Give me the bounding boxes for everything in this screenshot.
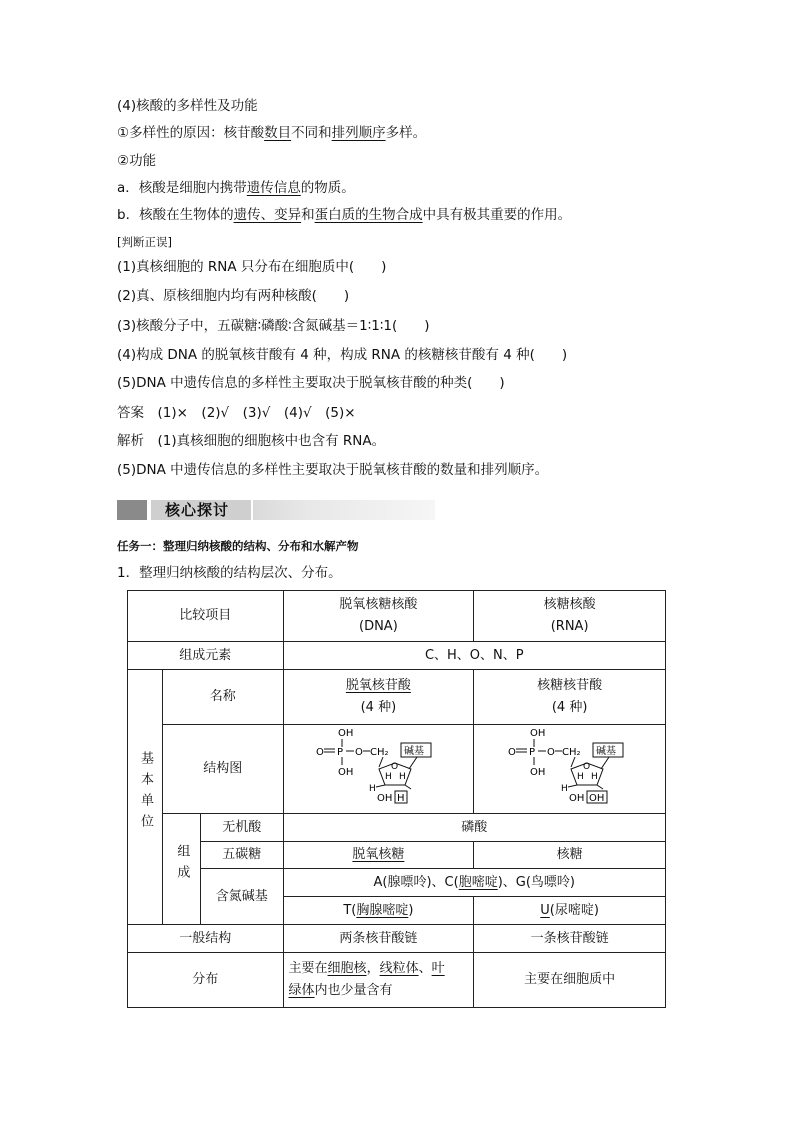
judge-item: (1)真核细胞的 RNA 只分布在细胞质中( ): [117, 259, 387, 275]
o-label: O: [355, 747, 364, 758]
h-label: H: [399, 772, 407, 782]
elements-label: 组成元素: [128, 642, 284, 670]
task-title: 任务一：整理归纳核酸的结构、分布和水解产物: [117, 539, 359, 553]
h-label: H: [560, 784, 568, 794]
nucleic-acid-table: [127, 590, 666, 1008]
judge-heading: [判断正误]: [117, 235, 172, 249]
header-rna: [474, 591, 666, 642]
base-label: 碱基: [595, 746, 616, 757]
rna-unit-name: 核糖核苷酸: [537, 678, 603, 693]
ring-o-label: O: [391, 762, 399, 772]
dna-pentose: [283, 842, 474, 869]
text: T(: [343, 902, 357, 918]
o-label: O: [546, 747, 555, 758]
judge-item: (4)构成 DNA 的脱氧核苷酸有 4 种，构成 RNA 的核糖核苷酸有 4 种( ): [117, 347, 568, 363]
basic-unit-label: [128, 670, 163, 925]
rna-abbr: (RNA): [550, 619, 589, 634]
oh-label: OH: [338, 728, 354, 739]
text: 不同和: [291, 125, 332, 141]
rna-structure-diagram: [474, 725, 666, 814]
banner-title: 核心探讨: [165, 501, 230, 519]
dna-name: 脱氧核糖核酸: [339, 597, 418, 612]
header-compare-item: 比较项目: [128, 591, 284, 642]
h-label: H: [590, 772, 598, 782]
text: A(腺嘌呤)、C(: [373, 874, 459, 890]
underlined-answer: 遗传、变异: [233, 207, 302, 223]
function-a: [117, 178, 355, 198]
ribonucleotide-diagram: [505, 725, 635, 805]
dna-unit-name: 脱氧核苷酸: [345, 678, 411, 693]
oh-label: OH: [377, 793, 393, 804]
p-label: P: [528, 747, 535, 758]
text: ，: [366, 961, 380, 976]
oh-boxed-label: OH: [588, 793, 605, 804]
underlined-answer: 脱氧核糖: [352, 847, 405, 862]
oh-label: OH: [529, 767, 546, 778]
underlined-answer: 绿体: [288, 983, 315, 998]
analysis-line: (5)DNA 中遗传信息的多样性主要取决于脱氧核苷酸的数量和排列顺序。: [117, 462, 549, 478]
underlined-answer: 胞嘧啶: [458, 874, 498, 890]
composition-label: [162, 814, 200, 925]
underlined-answer: 线粒体: [379, 961, 419, 976]
distribution-label: 分布: [128, 953, 284, 1008]
text: b．核酸在生物体的: [117, 207, 234, 223]
name-label: 名称: [162, 670, 283, 725]
h-label: H: [576, 772, 584, 782]
text: 和: [301, 207, 315, 223]
text: 中具有极其重要的作用。: [422, 207, 572, 223]
section-banner: [117, 500, 435, 520]
ring-o-label: O: [582, 762, 590, 772]
rna-name: 核糖核酸: [543, 597, 596, 612]
underlined-answer: 排列顺序: [331, 125, 386, 141]
analysis-line: 解析 (1)真核细胞的细胞核中也含有 RNA。: [117, 433, 386, 449]
function-heading: ②功能: [117, 153, 157, 169]
underlined-answer: U: [540, 902, 550, 918]
judge-item: (5)DNA 中遗传信息的多样性主要取决于脱氧核苷酸的种类( ): [117, 375, 505, 391]
o-label: O: [507, 747, 516, 758]
base-label: 碱基: [404, 746, 425, 757]
composition-text: 组成: [174, 844, 190, 886]
task-subtitle: 1．整理归纳核酸的结构层次、分布。: [117, 565, 342, 581]
h-label: H: [369, 784, 377, 794]
text: ): [408, 902, 414, 918]
basic-unit-text: 基本单位: [137, 751, 153, 835]
diversity-reason: [117, 123, 426, 143]
underlined-answer: 蛋白质的生物合成: [314, 207, 423, 223]
underlined-answer: 叶: [431, 961, 445, 976]
oh-label: OH: [338, 767, 354, 778]
text: 内也少量含有: [314, 983, 393, 998]
elements-value: C、H、O、N、P: [283, 642, 665, 670]
oh-label: OH: [529, 728, 546, 739]
dna-base: [283, 897, 474, 925]
underlined-answer: 数目: [264, 125, 292, 141]
rna-unit: [474, 670, 666, 725]
answer-line: 答案 (1)× (2)√ (3)√ (4)√ (5)×: [117, 405, 356, 421]
dna-distribution: [283, 953, 474, 1008]
h-label: H: [385, 772, 393, 782]
general-structure-label: 一般结构: [128, 925, 284, 953]
dna-structure: 两条核苷酸链: [283, 925, 474, 953]
judge-item: (2)真、原核细胞内均有两种核酸( ): [117, 288, 350, 304]
rna-base: [474, 897, 666, 925]
section-heading: (4)核酸的多样性及功能: [117, 98, 258, 114]
text: 的物质。: [300, 180, 355, 196]
dna-structure-diagram: [283, 725, 474, 814]
oh-label: OH: [568, 793, 585, 804]
o-label: O: [316, 747, 325, 758]
underlined-answer: 遗传信息: [246, 180, 301, 196]
text: )、G(鸟嘌呤): [497, 874, 576, 890]
text: 多样。: [385, 125, 427, 141]
deoxynucleotide-diagram: [313, 725, 443, 805]
underlined-answer: 胸腺嘧啶: [356, 902, 409, 918]
header-dna: [283, 591, 474, 642]
underlined-answer: 细胞核: [327, 961, 367, 976]
text: 主要在: [288, 961, 328, 976]
rna-distribution: 主要在细胞质中: [474, 953, 666, 1008]
text: 、: [418, 961, 432, 976]
p-label: P: [337, 747, 344, 758]
shared-bases: [283, 869, 665, 897]
dna-unit-count: (4 种): [360, 700, 397, 715]
structure-label: 结构图: [162, 725, 283, 814]
dna-abbr: (DNA): [359, 619, 398, 634]
text: a．核酸是细胞内携带: [117, 180, 247, 196]
rna-unit-count: (4 种): [551, 700, 588, 715]
rna-pentose: 核糖: [474, 842, 666, 869]
ch2-label: CH₂: [561, 747, 581, 758]
function-b: [117, 205, 571, 225]
dna-unit: [283, 670, 474, 725]
rna-structure: 一条核苷酸链: [474, 925, 666, 953]
base-label: 含氮碱基: [200, 869, 283, 925]
h-boxed-label: H: [397, 793, 405, 804]
pentose-label: 五碳糖: [200, 842, 283, 869]
judge-item: (3)核酸分子中，五碳糖∶磷酸∶含氮碱基＝1∶1∶1( ): [117, 318, 430, 334]
text: ①多样性的原因：核苷酸: [117, 125, 265, 141]
inorganic-acid-label: 无机酸: [200, 814, 283, 842]
text: (尿嘧啶): [549, 902, 599, 918]
inorganic-acid-value: 磷酸: [283, 814, 665, 842]
ch2-label: CH₂: [370, 747, 389, 758]
